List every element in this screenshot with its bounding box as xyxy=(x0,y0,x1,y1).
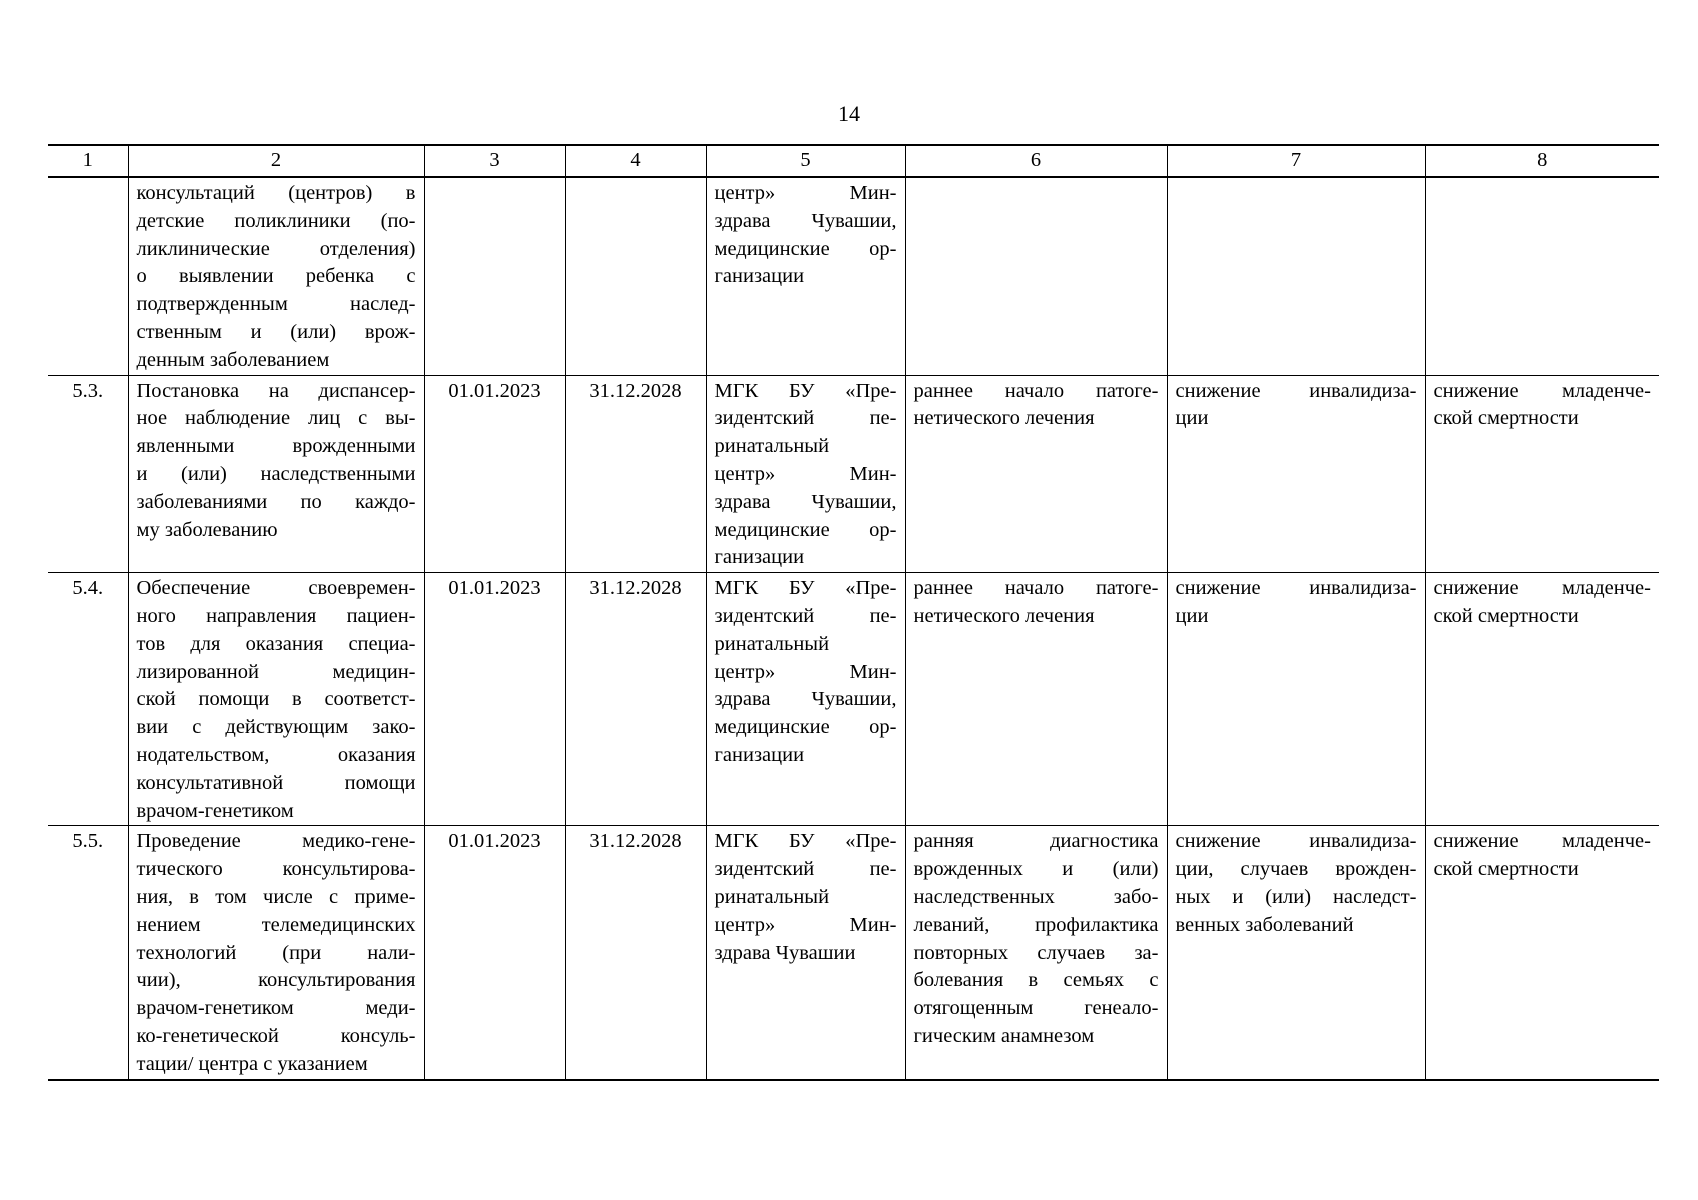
text-line: ственным и (или) врож- xyxy=(136,320,416,343)
text-line: МГК БУ «Пре- xyxy=(714,830,897,853)
start-date-cell xyxy=(424,177,565,375)
text-line: ликлинические отделения) xyxy=(136,237,416,260)
table-header-row xyxy=(48,145,1659,177)
text-line: медицинские ор- xyxy=(714,237,897,260)
text-line: врачом-генетиком xyxy=(136,799,294,822)
table-row xyxy=(48,826,1659,1080)
text-line: ринатальный xyxy=(714,435,830,458)
effect-cell xyxy=(1167,826,1425,1080)
text-line: ганизации xyxy=(714,546,805,569)
text-line: болевания в семьях с xyxy=(913,969,1159,992)
text-line: зидентский пе- xyxy=(714,604,897,627)
table-row xyxy=(48,375,1659,573)
start-date-cell: 01.01.2023 xyxy=(424,826,565,1080)
result-cell xyxy=(905,573,1167,826)
executor-cell xyxy=(706,573,905,826)
table-row xyxy=(48,177,1659,375)
column-header-3: 3 xyxy=(424,145,565,177)
start-date-cell: 01.01.2023 xyxy=(424,573,565,826)
row-number-cell: 5.4. xyxy=(48,573,128,826)
text-line: ской смертности xyxy=(1433,604,1579,627)
executor-cell xyxy=(706,177,905,375)
text-line: снижение младенче- xyxy=(1433,830,1651,853)
text-line: снижение младенче- xyxy=(1433,577,1651,600)
column-header-2: 2 xyxy=(128,145,424,177)
column-header-6: 6 xyxy=(905,145,1167,177)
text-line: ции xyxy=(1175,604,1209,627)
text-line: заболеваниями по каждо- xyxy=(136,490,416,513)
text-line: здрава Чувашии, xyxy=(714,209,897,232)
text-line: о выявлении ребенка с xyxy=(136,265,416,288)
text-line: ции, случаев врожден- xyxy=(1175,858,1417,881)
indicator-cell xyxy=(1425,573,1659,826)
text-line: чии), консультирования xyxy=(136,969,416,992)
text-line: ния, в том числе с приме- xyxy=(136,885,416,908)
end-date-cell: 31.12.2028 xyxy=(565,826,706,1080)
text-line: центр» Мин- xyxy=(714,660,897,683)
text-line: подтвержденным наслед- xyxy=(136,293,416,316)
text-line: медицинские ор- xyxy=(714,518,897,541)
text-line: ской смертности xyxy=(1433,407,1579,430)
text-line: му заболеванию xyxy=(136,518,278,541)
activity-cell xyxy=(128,375,424,573)
text-line: врачом-генетиком меди- xyxy=(136,997,416,1020)
text-line: здрава Чувашии xyxy=(714,941,856,964)
text-line: тического консультирова- xyxy=(136,858,416,881)
text-line: снижение инвалидиза- xyxy=(1175,830,1417,853)
column-header-4: 4 xyxy=(565,145,706,177)
text-line: вии с действующим зако- xyxy=(136,716,416,739)
text-line: ции xyxy=(1175,407,1209,430)
row-number-cell xyxy=(48,177,128,375)
text-line: консультативной помощи xyxy=(136,771,416,794)
text-line: гическим анамнезом xyxy=(913,1024,1095,1047)
text-line: наследственных забо- xyxy=(913,885,1159,908)
text-line: МГК БУ «Пре- xyxy=(714,577,897,600)
text-line: Проведение медико-гене- xyxy=(136,830,416,853)
text-line: ганизации xyxy=(714,743,805,766)
end-date-cell: 31.12.2028 xyxy=(565,375,706,573)
text-line: леваний, профилактика xyxy=(913,913,1159,936)
text-line: врожденных и (или) xyxy=(913,858,1159,881)
column-header-8: 8 xyxy=(1425,145,1659,177)
executor-cell xyxy=(706,375,905,573)
end-date-cell: 31.12.2028 xyxy=(565,573,706,826)
indicator-cell xyxy=(1425,177,1659,375)
text-line: нодательством, оказания xyxy=(136,743,416,766)
text-line: нением телемедицинских xyxy=(136,913,416,936)
text-line: нетического лечения xyxy=(913,407,1095,430)
text-line: явленными врожденными xyxy=(136,435,416,458)
text-line: ской смертности xyxy=(1433,858,1579,881)
text-line: нетического лечения xyxy=(913,604,1095,627)
text-line: раннее начало патоге- xyxy=(913,379,1159,402)
text-line: центр» Мин- xyxy=(714,913,897,936)
table-row xyxy=(48,573,1659,826)
text-line: консультаций (центров) в xyxy=(136,182,416,204)
executor-cell xyxy=(706,826,905,1080)
text-line: детские поликлиники (по- xyxy=(136,209,416,232)
column-header-5: 5 xyxy=(706,145,905,177)
text-line: ное наблюдение лиц с вы- xyxy=(136,407,416,430)
text-line: лизированной медицин- xyxy=(136,660,416,683)
effect-cell xyxy=(1167,573,1425,826)
measures-table xyxy=(48,144,1659,1081)
text-line: снижение инвалидиза- xyxy=(1175,379,1417,402)
text-line: снижение инвалидиза- xyxy=(1175,577,1417,600)
text-line: ко-генетической консуль- xyxy=(136,1024,416,1047)
text-line: зидентский пе- xyxy=(714,858,897,881)
result-cell xyxy=(905,177,1167,375)
text-line: Постановка на диспансер- xyxy=(136,379,416,402)
page-number: 14 xyxy=(838,101,860,126)
activity-cell xyxy=(128,573,424,826)
indicator-cell xyxy=(1425,826,1659,1080)
text-line: центр» Мин- xyxy=(714,462,897,485)
text-line: тов для оказания специа- xyxy=(136,632,416,655)
text-line: здрава Чувашии, xyxy=(714,688,897,711)
text-line: ганизации xyxy=(714,265,805,288)
text-line: ранняя диагностика xyxy=(913,830,1159,853)
text-line: ской помощи в соответст- xyxy=(136,688,416,711)
text-line: тации/ центра с указанием xyxy=(136,1052,368,1075)
text-line: отягощенным генеало- xyxy=(913,997,1159,1020)
text-line: медицинские ор- xyxy=(714,716,897,739)
text-line: технологий (при нали- xyxy=(136,941,416,964)
text-line: здрава Чувашии, xyxy=(714,490,897,513)
text-line: ринатальный xyxy=(714,885,830,908)
text-line: повторных случаев за- xyxy=(913,941,1159,964)
text-line: и (или) наследственными xyxy=(136,462,416,485)
row-number-cell: 5.5. xyxy=(48,826,128,1080)
effect-cell xyxy=(1167,375,1425,573)
column-header-7: 7 xyxy=(1167,145,1425,177)
indicator-cell xyxy=(1425,375,1659,573)
effect-cell xyxy=(1167,177,1425,375)
text-line: раннее начало патоге- xyxy=(913,577,1159,600)
text-line: венных заболеваний xyxy=(1175,913,1354,936)
text-line: снижение младенче- xyxy=(1433,379,1651,402)
text-line: зидентский пе- xyxy=(714,407,897,430)
end-date-cell xyxy=(565,177,706,375)
text-line: Обеспечение своевремен- xyxy=(136,577,416,600)
row-number-cell: 5.3. xyxy=(48,375,128,573)
result-cell xyxy=(905,826,1167,1080)
text-line: ных и (или) наследст- xyxy=(1175,885,1417,908)
result-cell xyxy=(905,375,1167,573)
start-date-cell: 01.01.2023 xyxy=(424,375,565,573)
text-line: МГК БУ «Пре- xyxy=(714,379,897,402)
activity-cell xyxy=(128,826,424,1080)
text-line: ринатальный xyxy=(714,632,830,655)
activity-cell xyxy=(128,177,424,375)
text-line: ного направления пациен- xyxy=(136,604,416,627)
column-header-1: 1 xyxy=(48,145,128,177)
text-line: центр» Мин- xyxy=(714,182,897,204)
text-line: денным заболеванием xyxy=(136,348,330,371)
